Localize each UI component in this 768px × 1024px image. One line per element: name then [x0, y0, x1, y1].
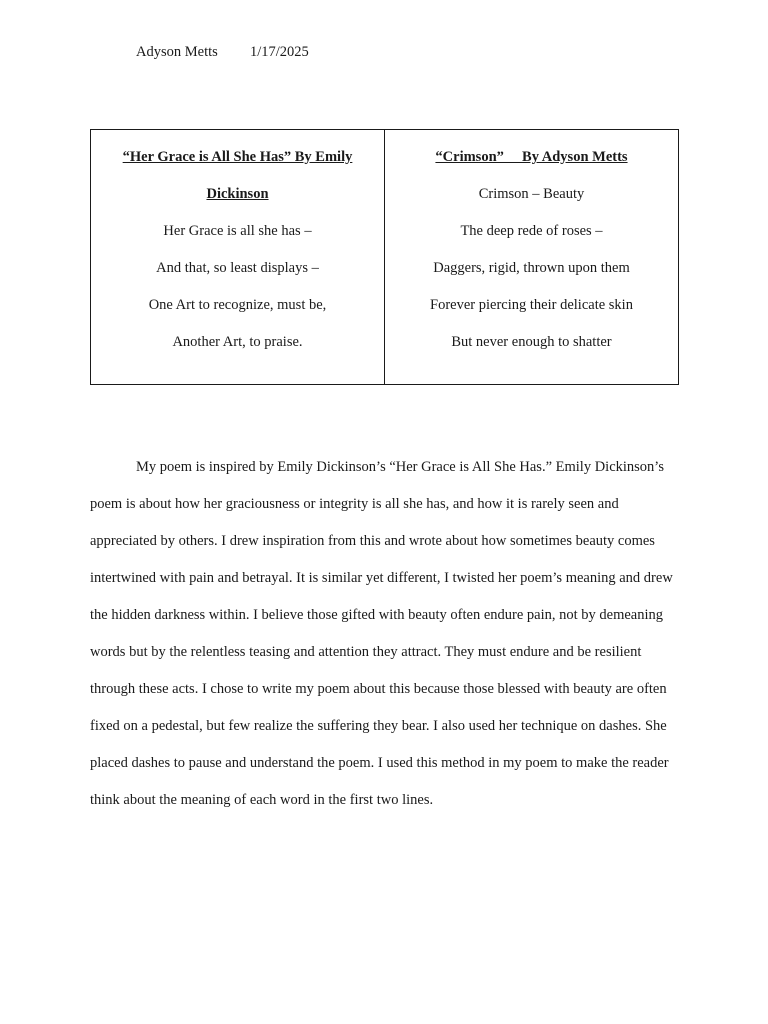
original-poem-line: And that, so least displays –	[156, 260, 319, 276]
original-poem-title-line1: “Her Grace is All She Has” By Emily	[122, 149, 353, 165]
original-poem-line: One Art to recognize, must be,	[148, 297, 327, 313]
document-date: 1/17/2025	[250, 44, 309, 60]
student-poem-cell	[385, 130, 678, 384]
student-poem-line: The deep rede of roses –	[460, 223, 603, 239]
original-poem-line: Another Art, to praise.	[172, 334, 303, 350]
original-poem-cell	[91, 130, 385, 384]
student-poem-title: “Crimson” By Adyson Metts	[435, 149, 628, 165]
document-header	[136, 44, 309, 61]
student-poem-line: Crimson – Beauty	[478, 186, 585, 202]
student-poem-line: Forever piercing their delicate skin	[430, 297, 633, 313]
poem-comparison-table	[90, 129, 679, 385]
student-poem-line: Daggers, rigid, thrown upon them	[433, 260, 630, 276]
author-name: Adyson Metts	[136, 44, 218, 60]
essay-paragraph: My poem is inspired by Emily Dickinson’s “Her Grace is All She Has.” Emily Dickinson’s poem is about how her graciousness or integrity is all she has, and how it is rarely seen and appreciated by others. I drew inspiration from this and wrote about how sometimes beauty comes intertwined with pain and betrayal. It is similar yet different, I twisted her poem’s meaning and drew the hidden darkness within. I believe those gifted with beauty often endure pain, not by demeaning words but by the relentless teasing and attention they attract. They must endure and be resilient through these acts. I chose to write my poem about this because those blessed with beauty are often fixed on a pedestal, but few realize the suffering they bear. I also used her technique on dashes. She placed dashes to pause and understand the poem. I used this method in my poem to make the reader think about the meaning of each word in the first two lines.	[90, 459, 673, 808]
original-poem-title-line2: Dickinson	[206, 186, 269, 202]
student-poem-line: But never enough to shatter	[451, 334, 612, 350]
original-poem-line: Her Grace is all she has –	[163, 223, 312, 239]
